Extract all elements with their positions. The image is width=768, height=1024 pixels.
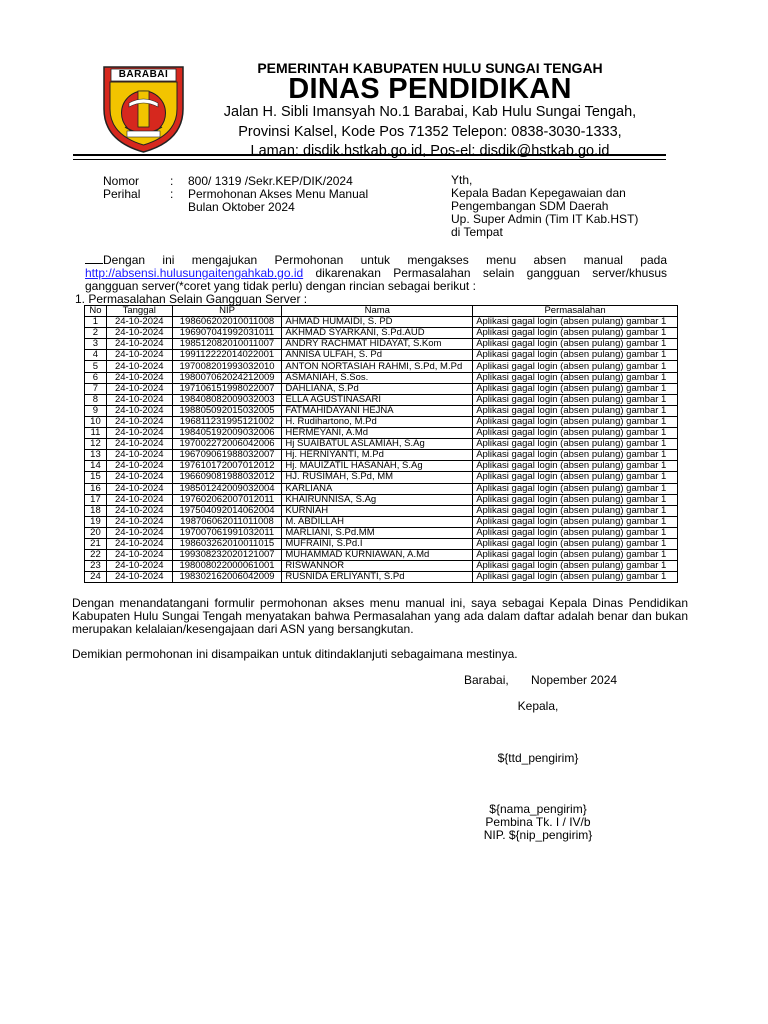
cell-nama: ANDRY RACHMAT HIDAYAT, S.Kom [282,339,473,350]
logo-text: BARABAI [118,69,169,80]
cell-no: 6 [85,372,107,383]
cell-no: 4 [85,350,107,361]
cell-nip: 198007062024212009 [172,372,282,383]
closing-paragraph: Demikian permohonan ini disampaikan untuk ditindaklanjuti sebagaimana mestinya. [72,647,518,661]
cell-nip: 197008201993032010 [172,361,282,372]
cell-permasalahan: Aplikasi gagal login (absen pulang) gambar 1 [473,572,678,583]
table-row [85,472,678,483]
absensi-link[interactable]: http://absensi.hulusungaitengahkab.go.id [85,266,304,280]
cell-no: 2 [85,328,107,339]
cell-tanggal: 24-10-2024 [106,538,172,549]
table-row [85,550,678,561]
cell-tanggal: 24-10-2024 [106,561,172,572]
cell-tanggal: 24-10-2024 [106,494,172,505]
table-row [85,350,678,361]
cell-no: 3 [85,339,107,350]
cell-no: 11 [85,428,107,439]
address-line: Provinsi Kalsel, Kode Pos 71352 Telepon: 0838-3030-1333, [238,123,622,140]
cell-tanggal: 24-10-2024 [106,317,172,328]
cell-nama: FATMAHIDAYANI HEJNA [282,405,473,416]
cell-no: 17 [85,494,107,505]
cell-permasalahan: Aplikasi gagal login (absen pulang) gambar 1 [473,516,678,527]
cell-nip: 196609081988032012 [172,472,282,483]
table-row [85,317,678,328]
cell-permasalahan: Aplikasi gagal login (absen pulang) gambar 1 [473,383,678,394]
cell-tanggal: 24-10-2024 [106,516,172,527]
cell-nama: H. Rudihartono, M.Pd [282,416,473,427]
cell-nip: 198008022000061001 [172,561,282,572]
cell-nama: AHMAD HUMAIDI, S. PD [282,317,473,328]
nomor-colon: : [170,174,174,188]
section-heading: 1. Permasalahan Selain Gangguan Server : [75,292,308,306]
nomor-value: 800/ 1319 /Sekr.KEP/DIK/2024 [188,174,353,188]
cell-nama: ANNISA ULFAH, S. Pd [282,350,473,361]
recipient-line: Yth, [451,173,473,187]
cell-no: 9 [85,405,107,416]
cell-tanggal: 24-10-2024 [106,461,172,472]
cell-no: 10 [85,416,107,427]
table-row [85,538,678,549]
recipient-line: di Tempat [451,225,503,239]
cell-no: 22 [85,550,107,561]
cell-permasalahan: Aplikasi gagal login (absen pulang) gambar 1 [473,416,678,427]
cell-no: 13 [85,450,107,461]
cell-nama: MARLIANI, S.Pd.MM [282,527,473,538]
cell-tanggal: 24-10-2024 [106,505,172,516]
col-header-nip: NIP [172,306,282,317]
cell-no: 23 [85,561,107,572]
cell-nip: 198805092015032005 [172,405,282,416]
cell-nip: 198408082009032003 [172,394,282,405]
cell-nama: HERMEYANI, A.Md [282,428,473,439]
cell-tanggal: 24-10-2024 [106,483,172,494]
table-row [85,394,678,405]
cell-nama: KARLIANA [282,483,473,494]
recipient-block [451,174,638,239]
cell-tanggal: 24-10-2024 [106,550,172,561]
perihal-colon: : [170,187,174,201]
cell-no: 24 [85,572,107,583]
table-header-row [85,306,678,317]
cell-nama: MUFRAINI, S.Pd.I [282,538,473,549]
recipient-line: Kepala Badan Kepegawaian dan [451,186,626,200]
cell-permasalahan: Aplikasi gagal login (absen pulang) gambar 1 [473,483,678,494]
cell-permasalahan: Aplikasi gagal login (absen pulang) gambar 1 [473,450,678,461]
cell-tanggal: 24-10-2024 [106,439,172,450]
cell-no: 15 [85,472,107,483]
table-row [85,328,678,339]
address-line: Jalan H. Sibli Imansyah No.1 Barabai, Kab Hulu Sungai Tengah, [223,104,637,120]
cell-permasalahan: Aplikasi gagal login (absen pulang) gambar 1 [473,461,678,472]
cell-no: 5 [85,361,107,372]
cell-nama: DAHLIANA, S.Pd [282,383,473,394]
table-row [85,339,678,350]
cell-permasalahan: Aplikasi gagal login (absen pulang) gambar 1 [473,505,678,516]
cell-nama: Hj. HERNIYANTI, M.Pd [282,450,473,461]
cell-permasalahan: Aplikasi gagal login (absen pulang) gambar 1 [473,394,678,405]
cell-permasalahan: Aplikasi gagal login (absen pulang) gambar 1 [473,472,678,483]
signer-name: ${nama_pengirim} [489,802,587,816]
col-header-nama: Nama [282,306,473,317]
cell-nama: KURNIAH [282,505,473,516]
sign-date: Nopember 2024 [531,673,618,687]
cell-tanggal: 24-10-2024 [106,339,172,350]
government-name: PEMERINTAH KABUPATEN HULU SUNGAI TENGAH [257,60,603,76]
header-rule-thin [73,159,666,160]
cell-nip: 197504092014062004 [172,505,282,516]
table-row [85,527,678,538]
cell-permasalahan: Aplikasi gagal login (absen pulang) gambar 1 [473,494,678,505]
table-row [85,383,678,394]
col-header-permasalahan: Permasalahan [473,306,678,317]
cell-nip: 197002272006042006 [172,439,282,450]
cell-tanggal: 24-10-2024 [106,428,172,439]
cell-nama: HJ. RUSIMAH, S.Pd, MM [282,472,473,483]
cell-permasalahan: Aplikasi gagal login (absen pulang) gambar 1 [473,550,678,561]
cell-tanggal: 24-10-2024 [106,472,172,483]
cell-tanggal: 24-10-2024 [106,405,172,416]
perihal-label: Perihal [103,187,141,201]
col-header-tanggal: Tanggal [106,306,172,317]
cell-no: 7 [85,383,107,394]
sign-place: Barabai, [464,673,509,687]
cell-no: 1 [85,317,107,328]
recipient-line: Up. Super Admin (Tim IT Kab.HST) [451,212,639,226]
address-line: Laman: disdik.hstkab.go.id, Pos-el: disdik@hstkab.go.id [250,143,610,159]
cell-nip: 199112222014022001 [172,350,282,361]
cell-tanggal: 24-10-2024 [106,361,172,372]
cell-tanggal: 24-10-2024 [106,572,172,583]
cell-nama: RUSNIDA ERLIYANTI, S.Pd [282,572,473,583]
cell-nip: 198302162006042009 [172,572,282,583]
table-row [85,461,678,472]
col-header-no: No [85,306,107,317]
cell-nip: 197602062007012011 [172,494,282,505]
cell-no: 21 [85,538,107,549]
signer-rank: Pembina Tk. I / IV/b [485,815,591,829]
agency-name: DINAS PENDIDIKAN [288,73,572,105]
cell-nip: 198512082010011007 [172,339,282,350]
cell-permasalahan: Aplikasi gagal login (absen pulang) gambar 1 [473,317,678,328]
perihal-value-cont: Bulan Oktober 2024 [188,200,295,214]
signature-placeholder: ${ttd_pengirim} [497,751,579,765]
recipient-line: Pengembangan SDM Daerah [451,199,609,213]
cell-permasalahan: Aplikasi gagal login (absen pulang) gambar 1 [473,328,678,339]
table-row [85,505,678,516]
table-row [85,494,678,505]
cell-no: 14 [85,461,107,472]
cell-permasalahan: Aplikasi gagal login (absen pulang) gambar 1 [473,350,678,361]
cell-no: 18 [85,505,107,516]
intro-text: Dengan ini mengajukan Permohonan untuk mengakses menu absen manual pada [103,253,667,267]
cell-no: 16 [85,483,107,494]
header-rule-thick [73,154,666,156]
table-row [85,439,678,450]
statement-paragraph: Dengan menandatangani formulir permohonan akses menu manual ini, saya sebagai Kepala Dinas Pendidikan Kabupaten Hulu Sungai Tengah menyatakan bahwa Permasalahan yang ada dalam daftar adalah benar dan bukan merupakan kelalaian/kesengajaan dari ASN yang bersangkutan. [72,596,688,636]
nomor-label: Nomor [103,174,140,188]
cell-nip: 198603262010011015 [172,538,282,549]
cell-nama: AKHMAD SYARKANI, S.Pd.AUD [282,328,473,339]
indent-mark [85,253,103,264]
cell-permasalahan: Aplikasi gagal login (absen pulang) gambar 1 [473,339,678,350]
cell-nama: M. ABDILLAH [282,516,473,527]
table-row [85,450,678,461]
cell-nip: 198501242009032004 [172,483,282,494]
cell-no: 19 [85,516,107,527]
cell-nip: 197610172007012012 [172,461,282,472]
cell-nama: RISWANNOR [282,561,473,572]
table-row [85,561,678,572]
cell-permasalahan: Aplikasi gagal login (absen pulang) gambar 1 [473,405,678,416]
problem-table [84,305,678,583]
cell-tanggal: 24-10-2024 [106,394,172,405]
cell-permasalahan: Aplikasi gagal login (absen pulang) gambar 1 [473,428,678,439]
cell-tanggal: 24-10-2024 [106,350,172,361]
cell-permasalahan: Aplikasi gagal login (absen pulang) gambar 1 [473,527,678,538]
cell-nip: 199308232020121007 [172,550,282,561]
cell-permasalahan: Aplikasi gagal login (absen pulang) gambar 1 [473,372,678,383]
cell-permasalahan: Aplikasi gagal login (absen pulang) gambar 1 [473,561,678,572]
signer-nip: NIP. ${nip_pengirim} [483,828,593,842]
table-row [85,428,678,439]
cell-nip: 198405192009032006 [172,428,282,439]
cell-tanggal: 24-10-2024 [106,383,172,394]
perihal-value: Permohonan Akses Menu Manual [188,187,369,201]
cell-nip: 197106151998022007 [172,383,282,394]
table-row [85,405,678,416]
cell-nama: Hj SUAIBATUL ASLAMIAH, S.Ag [282,439,473,450]
agency-address [200,103,660,162]
cell-nama: ASMANIAH, S.Sos. [282,372,473,383]
cell-tanggal: 24-10-2024 [106,450,172,461]
cell-nama: ANTON NORTASIAH RAHMI, S.Pd, M.Pd [282,361,473,372]
cell-tanggal: 24-10-2024 [106,328,172,339]
table-row [85,361,678,372]
table-row [85,372,678,383]
cell-no: 8 [85,394,107,405]
cell-nama: KHAIRUNNISA, S.Ag [282,494,473,505]
cell-no: 20 [85,527,107,538]
table-row [85,483,678,494]
intro-text-cont: dikarenakan Permasalahan selain gangguan server/khusus gangguan server(*coret yang tidak perlu) dengan rincian sebagai berikut : [85,266,667,293]
intro-paragraph [85,253,667,293]
table-row [85,572,678,583]
cell-permasalahan: Aplikasi gagal login (absen pulang) gambar 1 [473,439,678,450]
cell-nip: 196709061988032007 [172,450,282,461]
sign-position: Kepala, [517,699,559,713]
cell-permasalahan: Aplikasi gagal login (absen pulang) gambar 1 [473,538,678,549]
cell-nama: Hj. MAUIZATIL HASANAH, S.Ag [282,461,473,472]
cell-tanggal: 24-10-2024 [106,416,172,427]
cell-tanggal: 24-10-2024 [106,372,172,383]
cell-tanggal: 24-10-2024 [106,527,172,538]
cell-nama: MUHAMMAD KURNIAWAN, A.Md [282,550,473,561]
table-row [85,516,678,527]
cell-nip: 196907041992031011 [172,328,282,339]
cell-permasalahan: Aplikasi gagal login (absen pulang) gambar 1 [473,361,678,372]
cell-nip: 197007061991032011 [172,527,282,538]
table-row [85,416,678,427]
cell-nip: 198706062011011008 [172,516,282,527]
cell-nama: ELLA AGUSTINASARI [282,394,473,405]
cell-nip: 196811231995121002 [172,416,282,427]
cell-nip: 198606202010011008 [172,317,282,328]
cell-no: 12 [85,439,107,450]
